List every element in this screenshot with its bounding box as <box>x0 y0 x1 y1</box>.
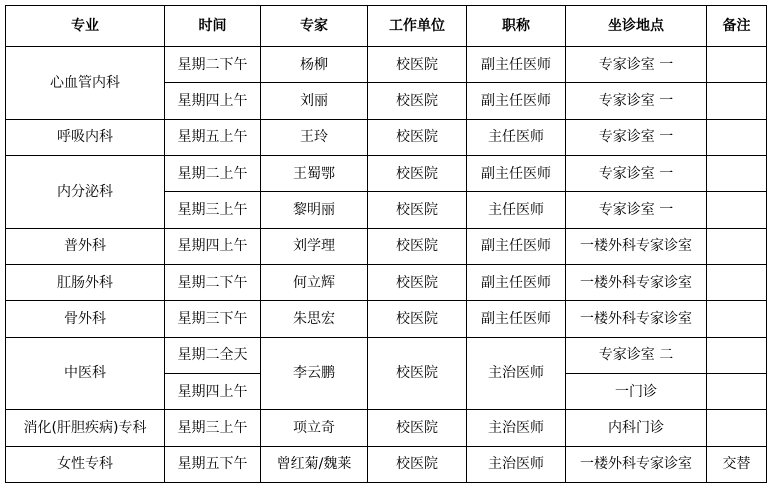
title-cell: 主治医师 <box>467 446 566 482</box>
time-cell: 星期四上午 <box>165 373 261 409</box>
table-row <box>6 264 767 300</box>
expert-cell: 何立辉 <box>261 264 368 300</box>
location-cell: 一楼外科专家诊室 <box>566 228 707 264</box>
title-cell: 副主任医师 <box>467 83 566 119</box>
note-cell <box>707 228 767 264</box>
title-cell: 副主任医师 <box>467 47 566 83</box>
location-cell: 专家诊室 一 <box>566 119 707 155</box>
location-cell: 专家诊室 一 <box>566 47 707 83</box>
unit-cell: 校医院 <box>368 192 467 228</box>
expert-cell: 曾红菊/魏莱 <box>261 446 368 482</box>
location-cell: 一门诊 <box>566 373 707 409</box>
specialty-cell: 女性专科 <box>6 446 165 482</box>
specialty-cell: 内分泌科 <box>6 155 165 228</box>
time-cell: 星期三上午 <box>165 192 261 228</box>
header-specialty: 专业 <box>6 6 165 47</box>
table-row <box>6 155 767 191</box>
unit-cell: 校医院 <box>368 410 467 446</box>
title-cell: 主任医师 <box>467 119 566 155</box>
table-row <box>6 228 767 264</box>
unit-cell: 校医院 <box>368 47 467 83</box>
unit-cell: 校医院 <box>368 264 467 300</box>
note-cell <box>707 264 767 300</box>
note-cell <box>707 337 767 373</box>
expert-schedule-table <box>5 5 767 483</box>
title-cell: 主任医师 <box>467 192 566 228</box>
expert-cell: 杨柳 <box>261 47 368 83</box>
header-time: 时间 <box>165 6 261 47</box>
location-cell: 专家诊室 一 <box>566 83 707 119</box>
location-cell: 一楼外科专家诊室 <box>566 264 707 300</box>
location-cell: 一楼外科专家诊室 <box>566 301 707 337</box>
time-cell: 星期五上午 <box>165 119 261 155</box>
time-cell: 星期二下午 <box>165 264 261 300</box>
time-cell: 星期五下午 <box>165 446 261 482</box>
specialty-cell: 心血管内科 <box>6 47 165 120</box>
expert-cell: 刘学理 <box>261 228 368 264</box>
table-row <box>6 301 767 337</box>
expert-cell: 刘丽 <box>261 83 368 119</box>
table-row <box>6 446 767 482</box>
specialty-cell: 中医科 <box>6 337 165 410</box>
note-cell <box>707 373 767 409</box>
table-row <box>6 337 767 373</box>
expert-cell: 李云鹏 <box>261 337 368 410</box>
unit-cell: 校医院 <box>368 83 467 119</box>
header-row <box>6 6 767 47</box>
expert-cell: 黎明丽 <box>261 192 368 228</box>
expert-cell: 王玲 <box>261 119 368 155</box>
location-cell: 一楼外科专家诊室 <box>566 446 707 482</box>
note-cell <box>707 47 767 83</box>
title-cell: 副主任医师 <box>467 228 566 264</box>
title-cell: 副主任医师 <box>467 301 566 337</box>
note-cell <box>707 83 767 119</box>
note-cell <box>707 410 767 446</box>
specialty-cell: 骨外科 <box>6 301 165 337</box>
specialty-cell: 消化(肝胆疾病)专科 <box>6 410 165 446</box>
time-cell: 星期二上午 <box>165 155 261 191</box>
unit-cell: 校医院 <box>368 155 467 191</box>
unit-cell: 校医院 <box>368 228 467 264</box>
location-cell: 专家诊室 一 <box>566 155 707 191</box>
unit-cell: 校医院 <box>368 446 467 482</box>
header-location: 坐诊地点 <box>566 6 707 47</box>
specialty-cell: 肛肠外科 <box>6 264 165 300</box>
time-cell: 星期三下午 <box>165 301 261 337</box>
title-cell: 主治医师 <box>467 337 566 410</box>
time-cell: 星期四上午 <box>165 83 261 119</box>
unit-cell: 校医院 <box>368 301 467 337</box>
header-note: 备注 <box>707 6 767 47</box>
header-title: 职称 <box>467 6 566 47</box>
specialty-cell: 呼吸内科 <box>6 119 165 155</box>
header-expert: 专家 <box>261 6 368 47</box>
expert-cell: 朱思宏 <box>261 301 368 337</box>
time-cell: 星期二下午 <box>165 47 261 83</box>
note-cell: 交替 <box>707 446 767 482</box>
title-cell: 主治医师 <box>467 410 566 446</box>
title-cell: 副主任医师 <box>467 155 566 191</box>
table-row <box>6 119 767 155</box>
expert-cell: 项立奇 <box>261 410 368 446</box>
time-cell: 星期三上午 <box>165 410 261 446</box>
time-cell: 星期二全天 <box>165 337 261 373</box>
table-row <box>6 410 767 446</box>
location-cell: 专家诊室 二 <box>566 337 707 373</box>
time-cell: 星期四上午 <box>165 228 261 264</box>
note-cell <box>707 301 767 337</box>
specialty-cell: 普外科 <box>6 228 165 264</box>
note-cell <box>707 119 767 155</box>
unit-cell: 校医院 <box>368 119 467 155</box>
expert-cell: 王蜀鄂 <box>261 155 368 191</box>
unit-cell: 校医院 <box>368 337 467 410</box>
header-unit: 工作单位 <box>368 6 467 47</box>
location-cell: 专家诊室 一 <box>566 192 707 228</box>
table-row <box>6 47 767 83</box>
title-cell: 副主任医师 <box>467 264 566 300</box>
location-cell: 内科门诊 <box>566 410 707 446</box>
note-cell <box>707 155 767 191</box>
note-cell <box>707 192 767 228</box>
